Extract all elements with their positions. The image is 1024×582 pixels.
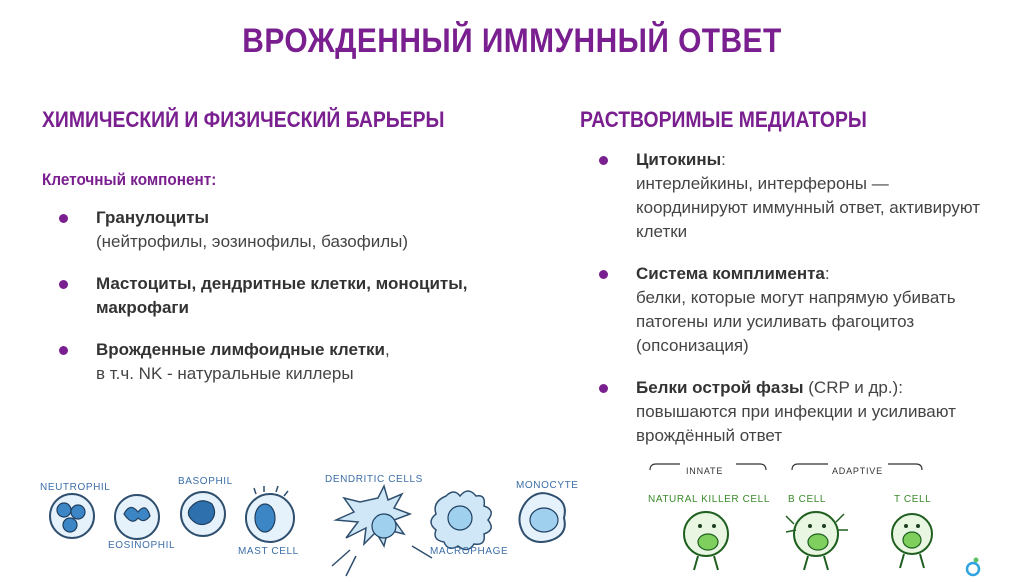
item-suffix: (CRP и др.): [803, 378, 903, 397]
lymph-svg [636, 458, 936, 582]
cell-label: BASOPHIL [178, 476, 233, 487]
item-suffix: : [721, 150, 726, 169]
list-item [56, 272, 496, 320]
monocyte-icon [519, 493, 564, 542]
left-bullet-list [56, 206, 496, 404]
dendritic-cell-icon [332, 486, 432, 576]
item-title: Мастоциты, дендритные клетки, моноциты, макрофаги [96, 274, 468, 317]
list-item [596, 262, 996, 358]
bullet-icon [59, 346, 68, 355]
innate-label: INNATE [686, 466, 724, 476]
item-text: в т.ч. NK - натуральные киллеры [96, 364, 354, 383]
item-text: белки, которые могут напрямую убивать патогены или усиливать фагоцитоз (опсонизация) [636, 288, 956, 355]
eosinophil-icon [115, 495, 159, 539]
item-text: интерлейкины, интерфероны — координируют иммунный ответ, активируют клетки [636, 174, 981, 241]
list-item [56, 206, 496, 254]
cellular-component-subheading: Клеточный компонент: [42, 170, 217, 189]
t-cell-icon [892, 514, 932, 568]
innate-cells-illustration [20, 466, 620, 582]
brand-logo-icon [962, 556, 984, 578]
nk-cell-label: NATURAL KILLER CELL [648, 494, 770, 505]
left-column-heading: ХИМИЧЕСКИЙ И ФИЗИЧЕСКИЙ БАРЬЕРЫ [42, 107, 445, 132]
neutrophil-icon [50, 494, 94, 538]
adaptive-label: ADAPTIVE [832, 466, 883, 476]
bullet-icon [599, 156, 608, 165]
cell-label: DENDRITIC CELLS [325, 474, 423, 485]
bullet-icon [599, 270, 608, 279]
slide-title: ВРОЖДЕННЫЙ ИММУННЫЙ ОТВЕТ [242, 22, 782, 60]
cells-svg [20, 466, 620, 582]
item-text: (нейтрофилы, эозинофилы, базофилы) [96, 232, 409, 251]
b-cell-label: B CELL [788, 494, 827, 505]
item-title: Врожденные лимфоидные клетки [96, 340, 385, 359]
list-item [596, 376, 996, 448]
cell-label: MAST CELL [238, 546, 299, 557]
item-title: Белки острой фазы [636, 378, 804, 397]
cell-label: NEUTROPHIL [40, 482, 111, 493]
right-column-heading: РАСТВОРИМЫЕ МЕДИАТОРЫ [580, 107, 867, 132]
basophil-icon [181, 492, 225, 536]
right-bullet-list [596, 148, 996, 466]
cell-label: MACROPHAGE [430, 546, 509, 557]
item-text: повышаются при инфекции и усиливают врождённый ответ [636, 402, 956, 445]
item-suffix: : [824, 264, 830, 283]
item-title: Гранулоциты [96, 208, 210, 227]
item-title: Система комплимента [636, 264, 825, 283]
bullet-icon [59, 214, 68, 223]
mast-cell-icon [246, 486, 294, 542]
nk-cell-icon [684, 512, 728, 570]
list-item [56, 338, 496, 386]
bullet-icon [599, 384, 608, 393]
lymphoid-cells-illustration [636, 458, 936, 582]
bullet-icon [59, 280, 68, 289]
b-cell-icon [786, 512, 848, 570]
item-title: Цитокины [636, 150, 722, 169]
item-suffix: , [385, 340, 390, 359]
cell-label: EOSINOPHIL [108, 540, 176, 551]
cell-label: MONOCYTE [516, 480, 579, 491]
list-item [596, 148, 996, 244]
macrophage-icon [431, 491, 491, 550]
t-cell-label: T CELL [894, 494, 932, 505]
